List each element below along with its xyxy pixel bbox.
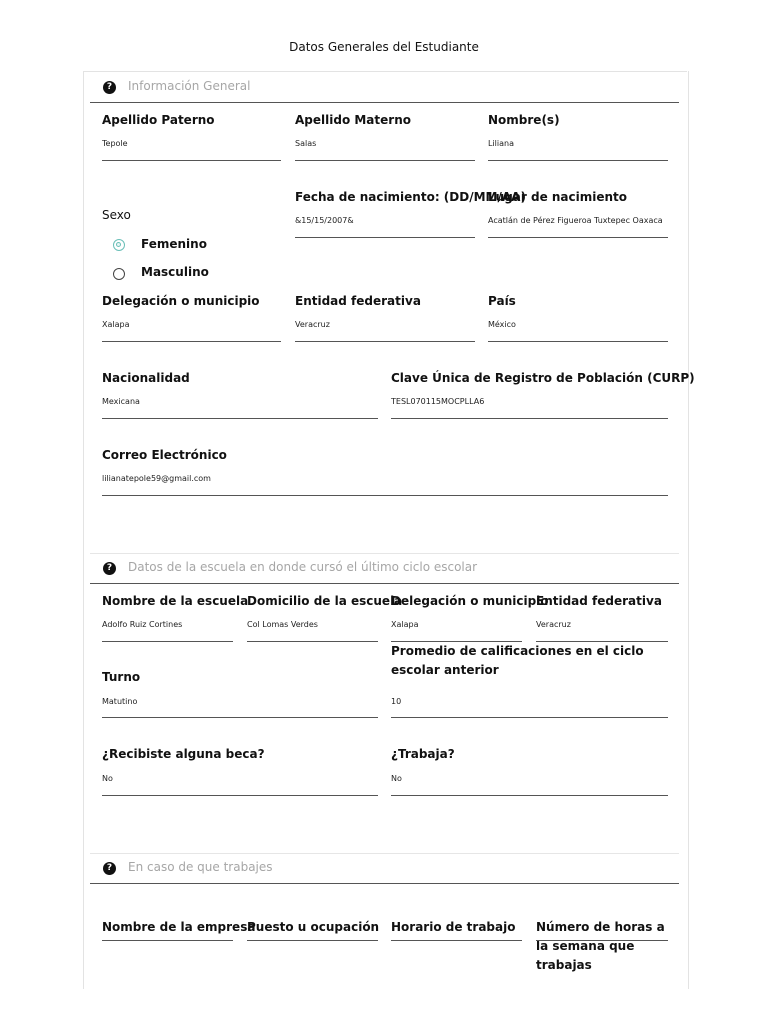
question-circle-icon: ? bbox=[103, 862, 116, 875]
beca-field[interactable] bbox=[102, 795, 378, 796]
promedio-label: Promedio de calificaciones en el ciclo escolar anterior bbox=[391, 644, 644, 677]
curp-field[interactable] bbox=[391, 418, 668, 419]
delegacion-label: Delegación o municipio bbox=[102, 294, 260, 308]
page-title: Datos Generales del Estudiante bbox=[289, 40, 479, 54]
promedio-value[interactable]: 10 bbox=[391, 697, 402, 706]
curp-value[interactable]: TESL070115MOCPLLA6 bbox=[391, 397, 485, 406]
nacionalidad-label: Nacionalidad bbox=[102, 371, 190, 385]
pais-label: País bbox=[488, 294, 516, 308]
entidad-label: Entidad federativa bbox=[295, 294, 421, 308]
femenino-radio[interactable] bbox=[113, 239, 125, 251]
question-circle-icon: ? bbox=[103, 81, 116, 94]
nombre-label: Nombre(s) bbox=[488, 113, 560, 127]
puesto-field[interactable] bbox=[247, 940, 378, 941]
pais-field[interactable] bbox=[488, 341, 668, 342]
section-header-general bbox=[90, 72, 679, 103]
correo-field[interactable] bbox=[102, 495, 668, 496]
nombre-value[interactable]: Liliana bbox=[488, 139, 514, 148]
turno-field[interactable] bbox=[102, 717, 378, 718]
section-header-trabajo bbox=[90, 853, 679, 884]
domicilio-escuela-field[interactable] bbox=[247, 641, 378, 642]
apellido-materno-label: Apellido Materno bbox=[295, 113, 411, 127]
horario-label: Horario de trabajo bbox=[391, 920, 516, 934]
masculino-label: Masculino bbox=[141, 265, 209, 279]
fecha-nacimiento-field[interactable] bbox=[295, 237, 475, 238]
horario-field[interactable] bbox=[391, 940, 522, 941]
nacionalidad-field[interactable] bbox=[102, 418, 378, 419]
horas-field[interactable] bbox=[536, 940, 668, 941]
delegacion-field[interactable] bbox=[102, 341, 281, 342]
masculino-radio[interactable] bbox=[113, 268, 125, 280]
section-title: Datos de la escuela en donde cursó el último ciclo escolar bbox=[128, 560, 478, 574]
section-title: En caso de que trabajes bbox=[128, 860, 273, 874]
correo-value[interactable]: lilianatepole59@gmail.com bbox=[102, 474, 211, 483]
lugar-nacimiento-value[interactable]: Acatlán de Pérez Figueroa Tuxtepec Oaxaca bbox=[488, 216, 663, 225]
lugar-nacimiento-label: Lugar de nacimiento bbox=[488, 190, 628, 204]
fecha-nacimiento-label: Fecha de nacimiento: (DD/MM/AA) bbox=[295, 190, 526, 204]
trabaja-label: ¿Trabaja? bbox=[391, 747, 455, 761]
form-frame bbox=[83, 71, 689, 989]
nombre-field[interactable] bbox=[488, 160, 668, 161]
turno-value[interactable]: Matutino bbox=[102, 697, 138, 706]
apellido-paterno-value[interactable]: Tepole bbox=[102, 139, 128, 148]
domicilio-escuela-value[interactable]: Col Lomas Verdes bbox=[247, 620, 318, 629]
section-title: Información General bbox=[128, 79, 251, 93]
correo-label: Correo Electrónico bbox=[102, 448, 227, 462]
empresa-label: Nombre de la empresa bbox=[102, 920, 256, 934]
horas-label: Número de horas a la semana que trabajas bbox=[536, 920, 665, 972]
escuela-delegacion-value[interactable]: Xalapa bbox=[391, 620, 419, 629]
fecha-nacimiento-value[interactable]: &15/15/2007& bbox=[295, 216, 354, 225]
beca-value[interactable]: No bbox=[102, 774, 113, 783]
nombre-escuela-field[interactable] bbox=[102, 641, 233, 642]
puesto-label: Puesto u ocupación bbox=[247, 920, 380, 934]
lugar-nacimiento-field[interactable] bbox=[488, 237, 668, 238]
question-circle-icon: ? bbox=[103, 562, 116, 575]
entidad-field[interactable] bbox=[295, 341, 475, 342]
apellido-materno-value[interactable]: Salas bbox=[295, 139, 317, 148]
promedio-field[interactable] bbox=[391, 717, 668, 718]
beca-label: ¿Recibiste alguna beca? bbox=[102, 747, 265, 761]
apellido-materno-field[interactable] bbox=[295, 160, 475, 161]
escuela-entidad-value[interactable]: Veracruz bbox=[536, 620, 571, 629]
femenino-label: Femenino bbox=[141, 237, 207, 251]
apellido-paterno-field[interactable] bbox=[102, 160, 281, 161]
nacionalidad-value[interactable]: Mexicana bbox=[102, 397, 140, 406]
trabaja-field[interactable] bbox=[391, 795, 668, 796]
sexo-label: Sexo bbox=[102, 208, 131, 222]
nombre-escuela-value[interactable]: Adolfo Ruiz Cortines bbox=[102, 620, 183, 629]
trabaja-value[interactable]: No bbox=[391, 774, 402, 783]
pais-value[interactable]: México bbox=[488, 320, 516, 329]
empresa-field[interactable] bbox=[102, 940, 233, 941]
escuela-delegacion-label: Delegación o municipio bbox=[391, 594, 549, 608]
curp-label: Clave Única de Registro de Población (CURP) bbox=[391, 371, 695, 385]
nombre-escuela-label: Nombre de la escuela bbox=[102, 594, 249, 608]
section-header-escuela bbox=[90, 553, 679, 584]
turno-label: Turno bbox=[102, 670, 141, 684]
apellido-paterno-label: Apellido Paterno bbox=[102, 113, 215, 127]
domicilio-escuela-label: Domicilio de la escuela bbox=[247, 594, 403, 608]
escuela-entidad-label: Entidad federativa bbox=[536, 594, 662, 608]
entidad-value[interactable]: Veracruz bbox=[295, 320, 330, 329]
delegacion-value[interactable]: Xalapa bbox=[102, 320, 130, 329]
